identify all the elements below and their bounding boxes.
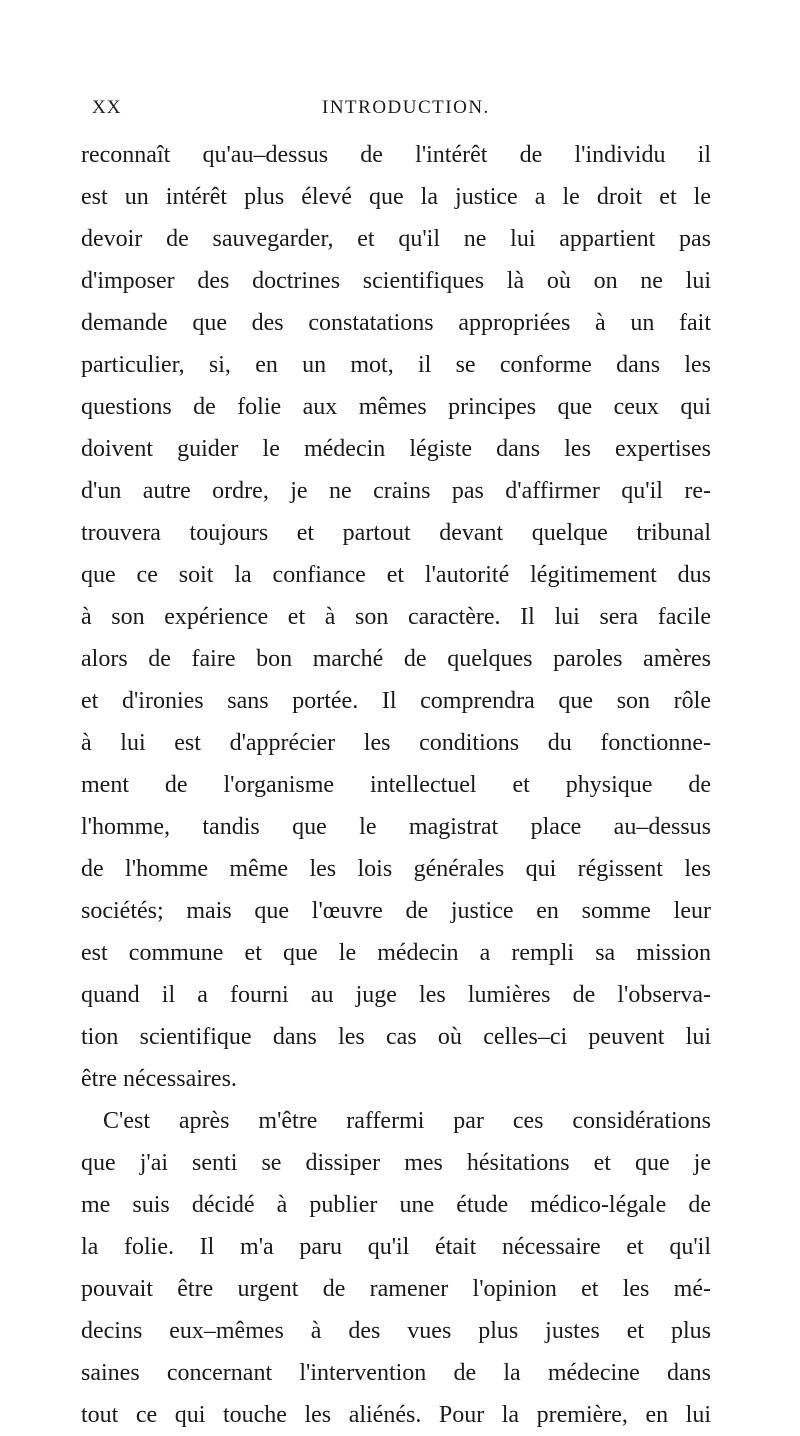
text-line: alors de faire bon marché de quelques paroles amères (81, 646, 711, 672)
text-line: et d'ironies sans portée. Il comprendra que son rôle (81, 688, 711, 714)
text-line: me suis décidé à publier une étude médico-légale de (81, 1192, 711, 1218)
text-line: saines concernant l'intervention de la médecine dans (81, 1360, 711, 1386)
text-line: la folie. Il m'a paru qu'il était nécessaire et qu'il (81, 1234, 711, 1260)
running-head (92, 97, 712, 127)
text-line: à lui est d'apprécier les conditions du fonctionne- (81, 730, 711, 756)
text-line: que j'ai senti se dissiper mes hésitations et que je (81, 1150, 711, 1176)
text-line: reconnaît qu'au–dessus de l'intérêt de l'individu il (81, 142, 711, 168)
body-text (81, 134, 711, 1436)
text-line: que ce soit la confiance et l'autorité légitimement dus (81, 562, 711, 588)
text-line: ment de l'organisme intellectuel et physique de (81, 772, 711, 798)
text-line: particulier, si, en un mot, il se conforme dans les (81, 352, 711, 378)
text-line: tout ce qui touche les aliénés. Pour la première, en lui (81, 1402, 711, 1428)
paragraph-end-line: être nécessaires. (81, 1066, 237, 1092)
text-line: devoir de sauvegarder, et qu'il ne lui appartient pas (81, 226, 711, 252)
running-title: INTRODUCTION. (322, 97, 490, 118)
text-line: d'imposer des doctrines scientifiques là où on ne lui (81, 268, 711, 294)
page-number: XX (92, 97, 122, 118)
text-line: de l'homme même les lois générales qui régissent les (81, 856, 711, 882)
text-line: à son expérience et à son caractère. Il lui sera facile (81, 604, 711, 630)
text-line: pouvait être urgent de ramener l'opinion et les mé- (81, 1276, 711, 1302)
text-line: l'homme, tandis que le magistrat place au–dessus (81, 814, 711, 840)
text-line: questions de folie aux mêmes principes que ceux qui (81, 394, 711, 420)
text-line: demande que des constatations appropriées à un fait (81, 310, 711, 336)
text-line: est un intérêt plus élevé que la justice a le droit et le (81, 184, 711, 210)
text-line: decins eux–mêmes à des vues plus justes et plus (81, 1318, 711, 1344)
text-line: est commune et que le médecin a rempli sa mission (81, 940, 711, 966)
text-line: quand il a fourni au juge les lumières de l'observa- (81, 982, 711, 1008)
text-line: doivent guider le médecin légiste dans les expertises (81, 436, 711, 462)
paragraph-start-line: C'est après m'être raffermi par ces considérations (103, 1108, 711, 1134)
text-line: trouvera toujours et partout devant quelque tribunal (81, 520, 711, 546)
text-line: tion scientifique dans les cas où celles–ci peuvent lui (81, 1024, 711, 1050)
text-line: d'un autre ordre, je ne crains pas d'affirmer qu'il re- (81, 478, 711, 504)
text-line: sociétés; mais que l'œuvre de justice en somme leur (81, 898, 711, 924)
